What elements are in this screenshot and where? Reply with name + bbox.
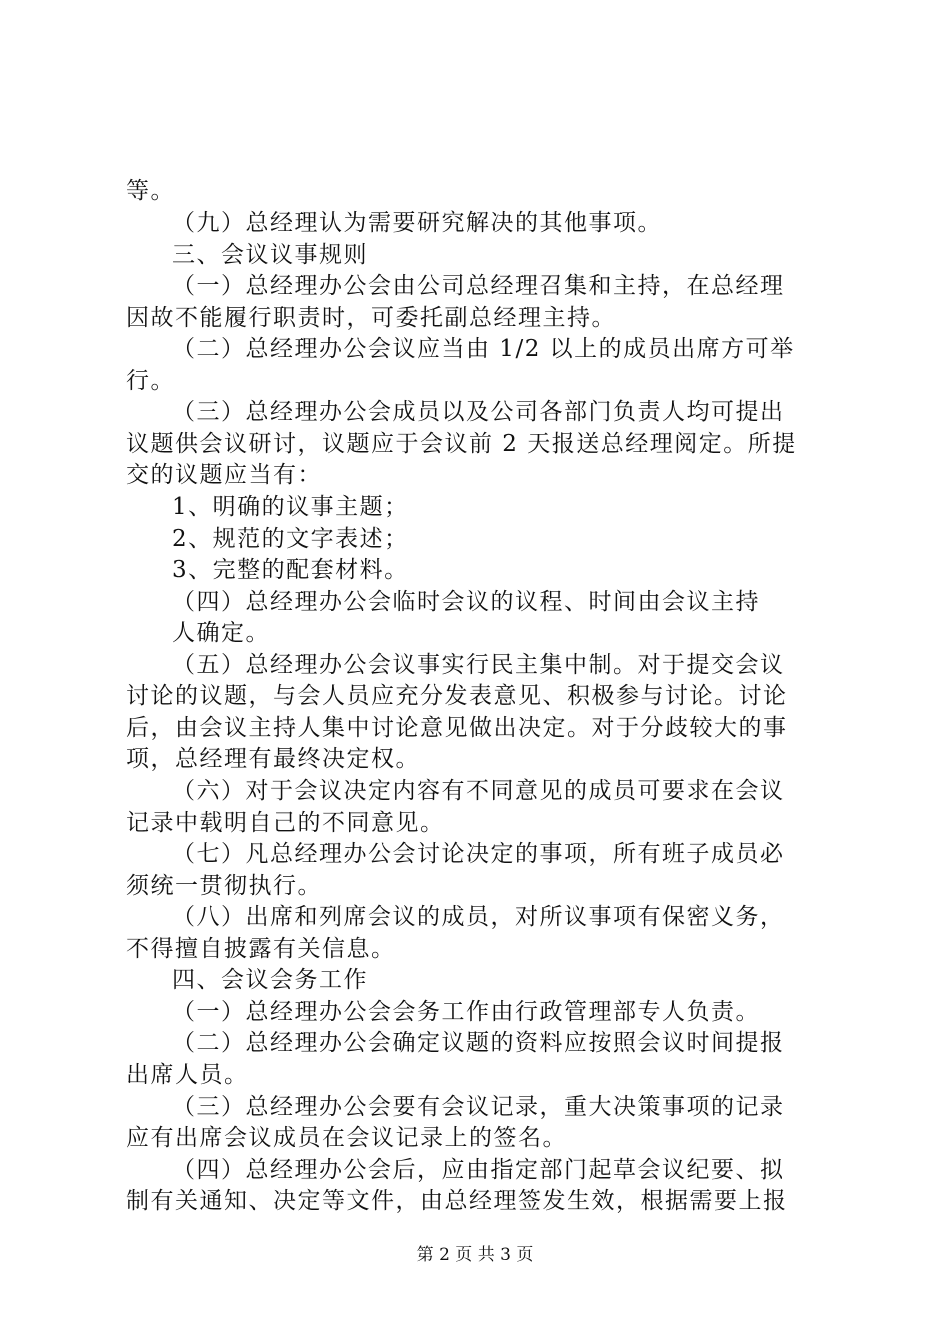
list-item: 1、明确的议事主题；: [172, 494, 409, 520]
text-line: 等。: [126, 178, 175, 204]
text-line: 交的议题应当有：: [126, 462, 322, 488]
section-heading: 四、会议会务工作: [172, 967, 368, 993]
text-line: （一）总经理办公会由公司总经理召集和主持，在总经理: [172, 273, 785, 299]
text-line: （二）总经理办公会确定议题的资料应按照会议时间提报: [172, 1030, 785, 1056]
list-item: 3、完整的配套材料。: [172, 557, 409, 583]
text-line: （三）总经理办公会成员以及公司各部门负责人均可提出: [172, 399, 785, 425]
text-line: （六）对于会议决定内容有不同意见的成员可要求在会议: [172, 778, 785, 804]
text-line: 不得擅自披露有关信息。: [126, 936, 396, 962]
text-line: （四）总经理办公会后，应由指定部门起草会议纪要、拟: [172, 1157, 785, 1183]
text-line: （二）总经理办公会议应当由 1/2 以上的成员出席方可举: [172, 336, 795, 362]
text-line: （八）出席和列席会议的成员，对所议事项有保密义务，: [172, 904, 785, 930]
text-line: 制有关通知、决定等文件，由总经理签发生效，根据需要上报: [126, 1188, 788, 1214]
text-line: 项，总经理有最终决定权。: [126, 746, 420, 772]
text-line: 因故不能履行职责时，可委托副总经理主持。: [126, 305, 616, 331]
list-item: 2、规范的文字表述；: [172, 526, 409, 552]
text-line: （四）总经理办公会临时会议的议程、时间由会议主持: [172, 589, 760, 615]
text-line: 须统一贯彻执行。: [126, 873, 322, 899]
text-line: （九）总经理认为需要研究解决的其他事项。: [172, 210, 662, 236]
text-line: 人确定。: [172, 620, 270, 646]
text-line: （一）总经理办公会会务工作由行政管理部专人负责。: [172, 999, 760, 1025]
text-line: 应有出席会议成员在会议记录上的签名。: [126, 1125, 567, 1151]
text-line: （五）总经理办公会议事实行民主集中制。对于提交会议: [172, 652, 785, 678]
text-line: 后，由会议主持人集中讨论意见做出决定。对于分歧较大的事: [126, 715, 788, 741]
text-line: 记录中载明自己的不同意见。: [126, 810, 445, 836]
section-heading: 三、会议议事规则: [172, 242, 368, 268]
text-line: 讨论的议题，与会人员应充分发表意见、积极参与讨论。讨论: [126, 683, 788, 709]
text-line: 出席人员。: [126, 1062, 249, 1088]
text-line: 议题供会议研讨，议题应于会议前 2 天报送总经理阅定。所提: [126, 431, 797, 457]
text-line: （三）总经理办公会要有会议记录，重大决策事项的记录: [172, 1094, 785, 1120]
text-line: （七）凡总经理办公会讨论决定的事项，所有班子成员必: [172, 841, 785, 867]
text-line: 行。: [126, 368, 175, 394]
page-number-footer: 第 2 页 共 3 页: [416, 1245, 534, 1265]
